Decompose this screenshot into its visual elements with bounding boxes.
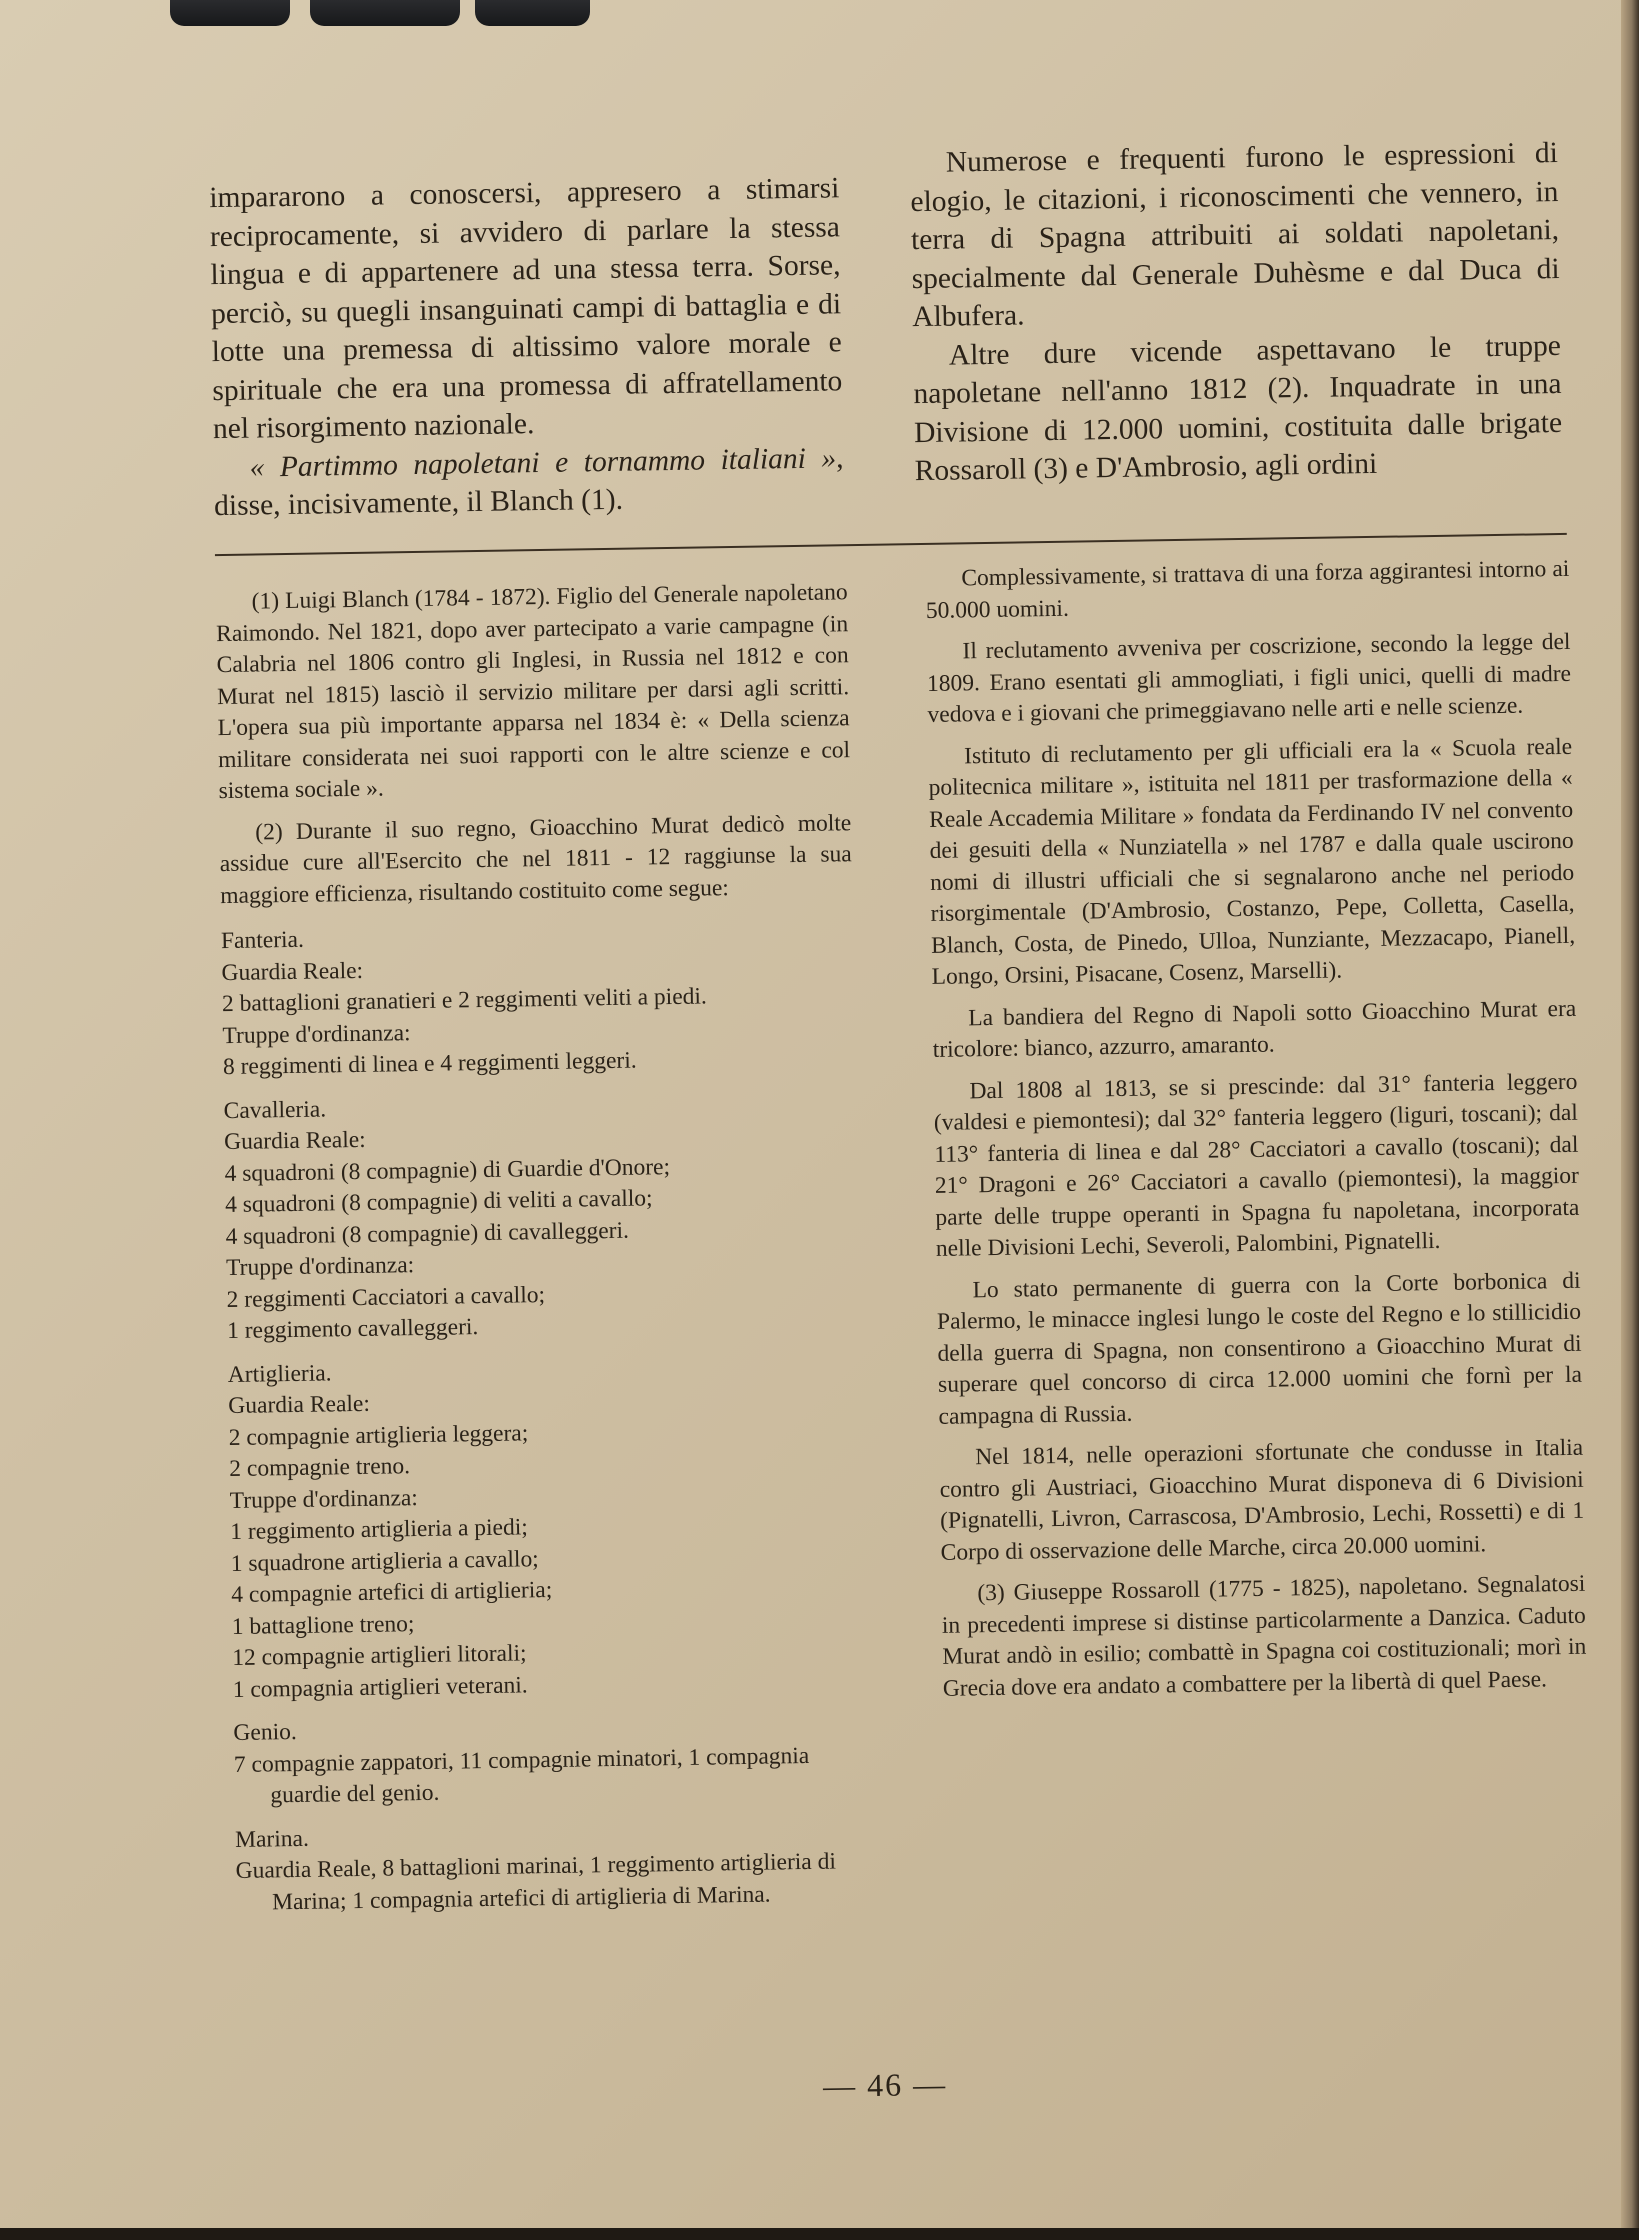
footnote-paragraph: Lo stato permanente di guerra con la Corte borbonica di Palermo, le minacce inglesi lungo le coste del Regno e lo stillicidio della guerra di Spagna, non consentirono a Gioacchino Murat di superare quel concorso di circa 12.000 uomini che fornì per la campagna di Russia. [936,1267,1583,1430]
footnote-paragraph: Nel 1814, nelle operazioni sfortunate che condusse in Italia contro gli Austriaci, Gioacchino Murat disponeva di 6 Divisioni (Pignatelli, Livron, Carrascosa, D'Ambrosio, Lechi, Rossetti) e di 1 Corpo di osservazione delle Marche, circa 20.000 uomini. [939,1434,1585,1566]
army-unit-line: 8 reggimenti di linea e 4 reggimenti leggeri. [222,1047,637,1081]
army-subheading: Guardia Reale: [223,1126,366,1156]
blanch-quote-paragraph [213,439,844,526]
army-unit-line: 4 squadroni (8 compagnie) di Guardie d'Onore; [224,1153,671,1187]
army-composition-list [221,916,869,1919]
army-branch-heading: Genio. [233,1718,297,1746]
footnote-paragraph: Il reclutamento avveniva per coscrizione, secondo la legge del 1809. Erano esentati gli ammogliati, i figli unici, quelli di madre vedova e i giovani che primeggiavano nelle arti e nelle scienze. [926,628,1572,728]
footnotes-right-column [925,554,1587,1715]
page-number: — 46 — [822,2065,948,2104]
footnote-paragraph: Dal 1808 al 1813, se si prescinde: dal 31° fanteria leggero (valdesi e piemontesi); dal 32° fanteria leggero (liguri, toscani); dal 113° fanteria di linea e dal 28° Cacciatori a cavallo (toscani); dal 21° Dragoni e 26° Cacciatori a cavallo (piemontesi), la maggior parte delle truppe operanti in Spagna fu napoletana, incorporata nelle Divisioni Lechi, Severoli, Palombini, Pignatelli. [933,1068,1580,1262]
army-subheading: Truppe d'ordinanza: [229,1484,419,1514]
footnote-3: (3) Giuseppe Rossaroll (1775 - 1825), napoletano. Segnalatosi in precedenti imprese si distinse particolarmente a Danzica. Caduto Murat andò in esilio; combattè in Spagna coi costituzionali; morì in Grecia dove era andato a combattere per la libertà di quel Paese. [941,1570,1587,1702]
army-unit-line: 1 battaglione treno; [231,1610,415,1640]
upper-right-paragraph-1: Numerose e frequenti furono le espressioni di elogio, le citazioni, i riconoscimenti che vennero, in terra di Spagna attribuiti ai soldati napoletani, specialmente dal Generale Duhèsme e dal Duca di Albufera. [910,136,1560,334]
army-unit-line: 4 squadroni (8 compagnie) di cavalleggeri. [225,1217,630,1250]
footnote-paragraph: La bandiera del Regno di Napoli sotto Gioacchino Murat era tricolore: bianco, azzurro, amaranto. [932,995,1577,1063]
army-subheading: Guardia Reale: [228,1390,371,1420]
army-unit-line: 12 compagnie artiglieri litorali; [232,1640,527,1671]
blanch-quote-attribution: , disse, incisivamente, il Blanch (1). [213,441,844,523]
army-unit-line: 4 compagnie artefici di artiglieria; [231,1576,553,1609]
upper-right-column [910,134,1563,491]
army-unit-line: 2 reggimenti Cacciatori a cavallo; [226,1281,546,1313]
army-unit-line: 1 compagnia artiglieri veterani. [232,1671,528,1703]
army-unit-line: 2 compagnie treno. [229,1453,411,1483]
footnote-1: (1) Luigi Blanch (1784 - 1872). Figlio del Generale napoletano Raimondo. Nel 1821, dopo aver partecipato a varie campagne (in Calabria nel 1806 contro gli Inglesi, in Russia nel 1812 e con Murat nel 1815) lasciò il servizio militare per darsi agli scritti. L'opera sua più importante apparsa nel 1834 è: « Della scienza militare considerata nei suoi rapporti con le altre scienze e col sistema sociale ». [215,579,851,805]
upper-left-paragraph: impararono a conoscersi, appresero a stimarsi reciprocamente, si avvidero di parlare la stessa lingua e di appartenere ad una stessa terra. Sorse, perciò, su quegli insanguinati campi di battaglia e di lotte una premessa di altissimo valore morale e spirituale che era una promessa di affratellamento nel risorgimento nazionale. [209,172,843,446]
army-unit-line: 2 compagnie artiglieria leggera; [228,1419,529,1451]
blanch-quote: « Partimmo napoletani e tornammo italiani » [249,441,837,484]
upper-left-column [209,169,844,525]
footnote-2-continuation [925,554,1585,1569]
footnotes-left-column [215,577,868,1919]
army-branch-heading: Cavalleria. [223,1095,327,1124]
army-unit-line: 7 compagnie zappatori, 11 compagnie minatori, 1 compagnia guardie del genio. [233,1742,810,1809]
army-branch-heading: Artiglieria. [227,1359,332,1388]
army-subheading: Guardia Reale: [221,957,364,986]
army-unit-line: 2 battaglioni granatieri e 2 reggimenti veliti a piedi. [221,983,708,1018]
army-branch-heading: Fanteria. [220,926,305,955]
army-subheading: Truppe d'ordinanza: [222,1019,411,1049]
footnote-paragraph: Istituto di reclutamento per gli ufficiali era la « Scuola reale politecnica militare », istituita nel 1811 per trasformazione della « Reale Accademia Militare » fondata da Ferdinando IV nel convento dei gesuiti della « Nunziatella » nel 1787 e dalla quale uscirono nomi di illustri ufficiali che si segnalarono anche nel periodo risorgimentale (D'Ambrosio, Costanzo, Pepe, Colletta, Casella, Blanch, Costa, de Pinedo, Ulloa, Nunziante, Mezzacapo, Pianell, Longo, Orsini, Pisacane, Cosenz, Marselli). [928,733,1576,990]
army-unit-line: 4 squadroni (8 compagnie) di veliti a cavallo; [224,1185,653,1219]
army-branch-heading: Marina. [234,1825,310,1853]
army-unit-line: Guardia Reale, 8 battaglioni marinai, 1 reggimento artiglieria di Marina; 1 compagnia artefici di artiglieria di Marina. [235,1848,837,1915]
army-unit-line: 1 squadrone artiglieria a cavallo; [230,1545,539,1577]
footnote-paragraph: Complessivamente, si trattava di una forza aggirantesi intorno ai 50.000 uomini. [925,555,1570,624]
army-subheading: Truppe d'ordinanza: [225,1252,415,1282]
footnote-2: (2) Durante il suo regno, Gioacchino Murat dedicò molte assidue cure all'Esercito che nel 1811 - 12 raggiunse la sua maggiore efficienza, risultando costituito come segue: [219,809,852,909]
footnote-divider [215,533,1567,556]
army-unit-line: 1 reggimento cavalleggeri. [226,1314,479,1345]
upper-right-paragraph-2: Altre dure vicende aspettavano le truppe napoletane nell'anno 1812 (2). Inquadrate in una Divisione di 12.000 uomini, costituita dalle brigate Rossaroll (3) e D'Ambrosio, agli ordini [913,329,1563,488]
army-unit-line: 1 reggimento artiglieria a piedi; [230,1514,529,1546]
